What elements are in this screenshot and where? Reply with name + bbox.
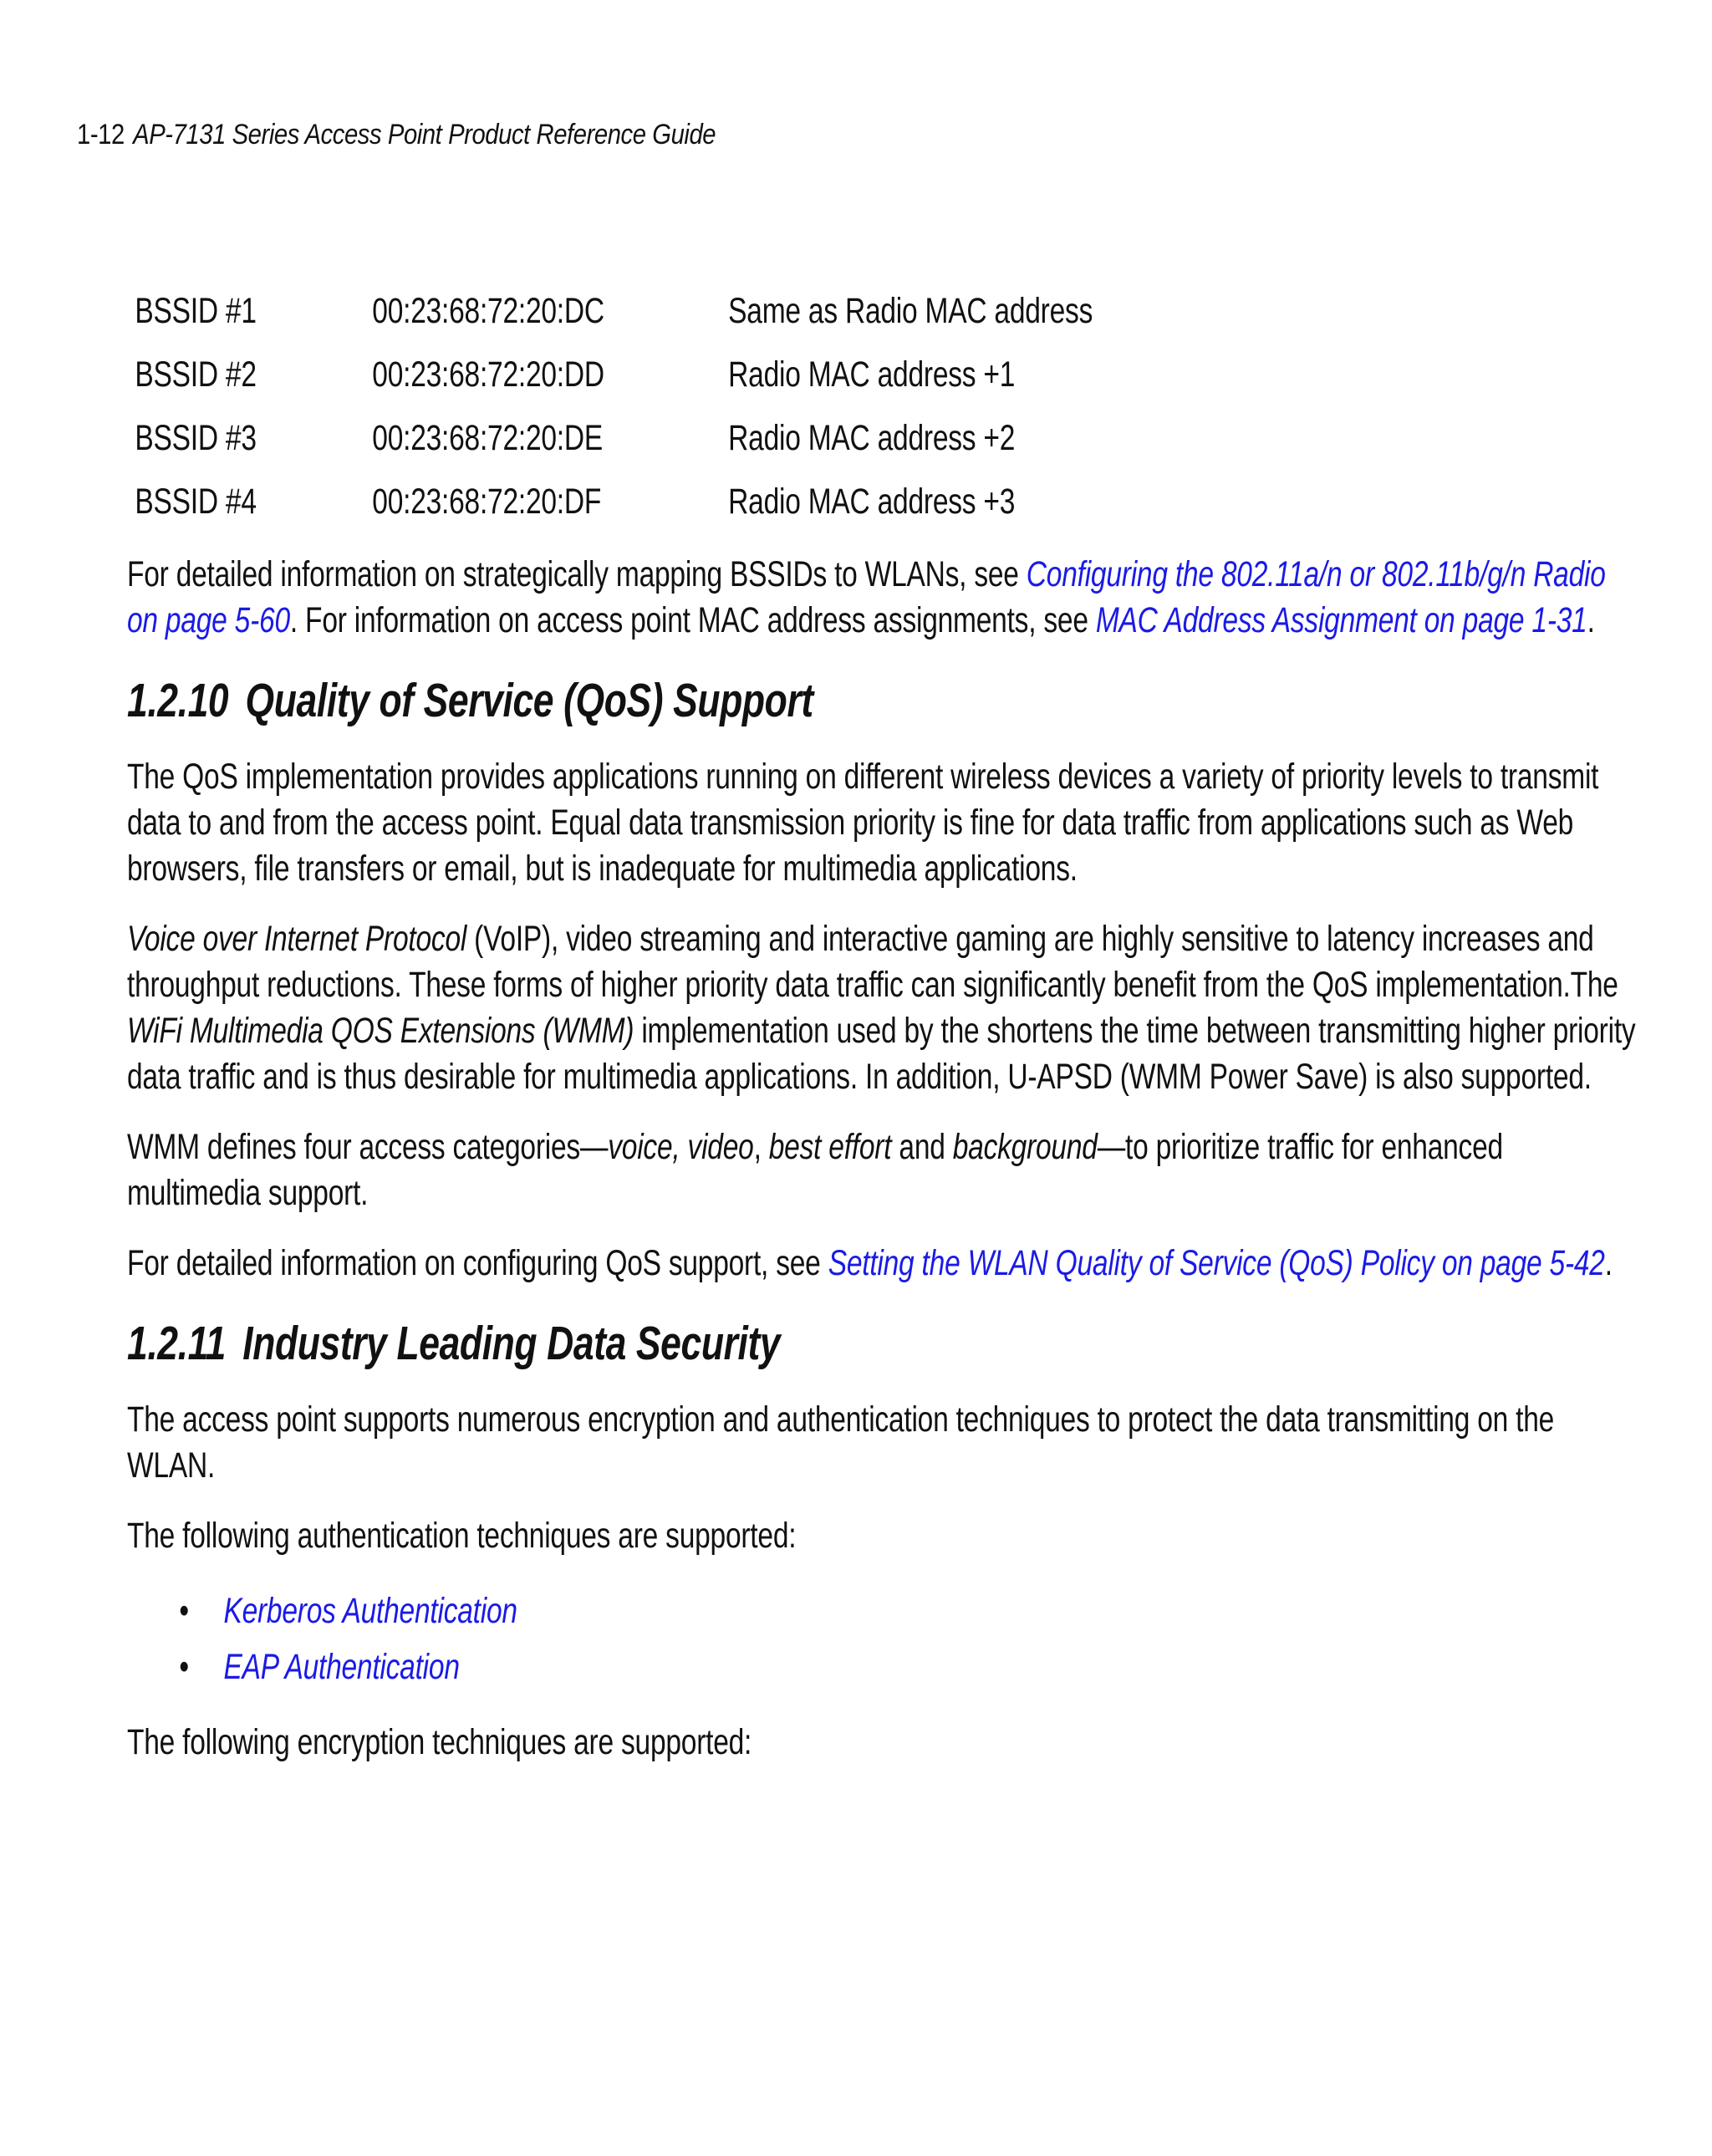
- section-title: Quality of Service (QoS) Support: [245, 674, 813, 727]
- voip-term: Voice over Internet Protocol: [127, 919, 467, 959]
- mac-cell: 00:23:68:72:20:DD: [372, 354, 604, 395]
- bullet-icon: •: [179, 1591, 189, 1631]
- mac-cell: 00:23:68:72:20:DF: [372, 481, 602, 522]
- qos-paragraph-3: [127, 1124, 1640, 1216]
- encryption-intro: The following encryption techniques are supported:: [127, 1722, 752, 1762]
- link-eap-authentication[interactable]: EAP Authentication: [223, 1647, 460, 1687]
- category-voice-video: voice, video: [608, 1127, 754, 1167]
- qos-paragraph-2: [127, 916, 1640, 1100]
- bssid-cell: BSSID #2: [135, 354, 257, 395]
- qos-p4-text-1: For detailed information on configuring QoS support, see: [127, 1243, 828, 1283]
- qos-paragraph-1: The QoS implementation provides applications running on different wireless devices a variety of priority levels to transmit data to and from the access point. Equal data transmission priority is fine for data traffic from applications such as Web browsers, file transfers or email, but is inadequate for multimedia applications.: [127, 757, 1599, 889]
- section-heading-security: [127, 1317, 1640, 1370]
- page-number: 1-12: [77, 119, 125, 150]
- guide-title: AP-7131 Series Access Point Product Reference Guide: [133, 119, 716, 150]
- bssid-table: [135, 279, 1093, 533]
- mapping-paragraph: [127, 552, 1640, 644]
- table-row: [135, 279, 1093, 343]
- link-kerberos-authentication[interactable]: Kerberos Authentication: [223, 1591, 517, 1631]
- auth-list: [127, 1583, 1640, 1695]
- link-wlan-qos-policy[interactable]: Setting the WLAN Quality of Service (QoS) Policy on page 5-42: [828, 1243, 1605, 1283]
- security-paragraph-1: The access point supports numerous encryption and authentication techniques to protect the data transmitting on the WLAN.: [127, 1399, 1555, 1486]
- wmm-term: WiFi Multimedia QOS Extensions (WMM): [127, 1011, 634, 1051]
- bullet-icon: •: [179, 1647, 189, 1687]
- mapping-text-1: For detailed information on strategically mapping BSSIDs to WLANs, see: [127, 554, 1027, 594]
- mac-cell: 00:23:68:72:20:DC: [372, 290, 604, 331]
- qos-p2-text-1: (VoIP), video streaming and interactive gaming are highly sensitive to latency increases and throughput reductions. These forms of higher priority data traffic can significantly benefit from the QoS implementation.The: [127, 919, 1618, 1005]
- link-configuring-radio[interactable]: Configuring the 802.11a/n or 802.11b/g/n Radio on page 5-60: [127, 554, 1606, 640]
- qos-p3-text-3: and: [891, 1127, 953, 1167]
- page-content: [127, 279, 1640, 1790]
- auth-intro: The following authentication techniques are supported:: [127, 1516, 797, 1556]
- qos-p4-text-2: .: [1604, 1243, 1613, 1283]
- note-cell: Radio MAC address +2: [728, 417, 1016, 458]
- bssid-cell: BSSID #4: [135, 481, 257, 522]
- note-cell: Radio MAC address +1: [728, 354, 1016, 395]
- link-mac-address-assignment[interactable]: MAC Address Assignment on page 1-31: [1095, 600, 1587, 640]
- section-title: Industry Leading Data Security: [242, 1317, 781, 1370]
- bssid-cell: BSSID #1: [135, 290, 257, 331]
- mapping-text-3: .: [1587, 600, 1595, 640]
- section-number: 1.2.11: [127, 1317, 226, 1370]
- page-header: [77, 119, 716, 151]
- note-cell: Radio MAC address +3: [728, 481, 1016, 522]
- mac-cell: 00:23:68:72:20:DE: [372, 417, 604, 458]
- list-item: [127, 1583, 1640, 1639]
- qos-paragraph-4: [127, 1241, 1640, 1287]
- qos-p3-text-2: ,: [753, 1127, 769, 1167]
- mapping-text-2: . For information on access point MAC address assignments, see: [289, 600, 1096, 640]
- qos-p3-text-4: —to prioritize traffic for enhanced multimedia support.: [127, 1127, 1503, 1213]
- qos-p3-text-1: WMM defines four access categories—: [127, 1127, 609, 1167]
- category-background: background: [952, 1127, 1098, 1167]
- category-best-effort: best effort: [768, 1127, 892, 1167]
- section-heading-qos: [127, 674, 1640, 727]
- bssid-cell: BSSID #3: [135, 417, 257, 458]
- table-row: [135, 343, 1093, 406]
- table-row: [135, 470, 1093, 533]
- qos-p2-text-2: implementation used by the shortens the time between transmitting higher priority data traffic and is thus desirable for multimedia applications. In addition, U-APSD (WMM Power Save) is also supported.: [127, 1011, 1636, 1097]
- section-number: 1.2.10: [127, 674, 229, 727]
- list-item: [127, 1639, 1640, 1695]
- table-row: [135, 406, 1093, 470]
- note-cell: Same as Radio MAC address: [728, 290, 1093, 331]
